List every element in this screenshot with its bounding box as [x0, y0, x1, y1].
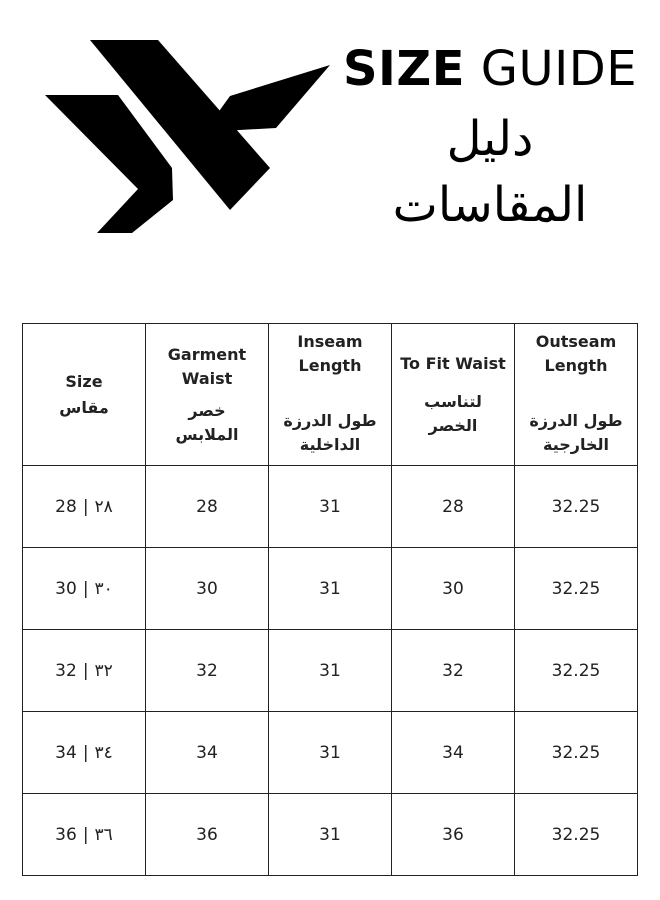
table-row	[23, 794, 638, 876]
size-cell	[23, 712, 146, 794]
table-row	[23, 712, 638, 794]
header-size-en: Size	[65, 371, 103, 391]
header-outseam-length-en: Outseam Length	[535, 332, 617, 375]
size-cell	[23, 794, 146, 876]
size-table	[22, 323, 638, 876]
inseam-cell: 31	[269, 466, 392, 548]
outseam-cell: 32.25	[515, 630, 638, 712]
fit-waist-cell: 28	[392, 466, 515, 548]
header-size	[23, 324, 146, 466]
fit-waist-cell: 32	[392, 630, 515, 712]
header-inseam-length-en: Inseam Length	[297, 332, 363, 375]
header-to-fit-waist-ar: لتناسب الخصر	[424, 391, 482, 435]
logo-right-stroke	[204, 65, 330, 132]
header-to-fit-waist	[392, 324, 515, 466]
size-en: 28	[55, 496, 77, 517]
table-row	[23, 630, 638, 712]
size-cell	[23, 548, 146, 630]
fit-waist-cell: 34	[392, 712, 515, 794]
header-garment-waist	[146, 324, 269, 466]
fit-waist-cell: 36	[392, 794, 515, 876]
header-to-fit-waist-en: To Fit Waist	[400, 353, 506, 373]
header-outseam-length-ar: طول الدرزة الخارجية	[529, 411, 623, 454]
size-ar: ٣٠	[94, 578, 113, 599]
title-light: GUIDE	[480, 41, 638, 97]
inseam-cell: 31	[269, 548, 392, 630]
size-ar: ٣٢	[94, 660, 113, 681]
size-ar: ٢٨	[94, 496, 113, 517]
inseam-cell: 31	[269, 712, 392, 794]
size-separator: |	[82, 824, 89, 845]
size-separator: |	[82, 660, 89, 681]
size-cell	[23, 466, 146, 548]
size-ar: ٣٦	[94, 824, 113, 845]
page-title-arabic-line-2: المقاسات	[392, 177, 588, 233]
outseam-cell: 32.25	[515, 712, 638, 794]
garment-waist-cell: 28	[146, 466, 269, 548]
outseam-cell: 32.25	[515, 794, 638, 876]
brand-logo	[40, 40, 330, 240]
size-en: 30	[55, 578, 77, 599]
outseam-cell: 32.25	[515, 466, 638, 548]
outseam-cell: 32.25	[515, 548, 638, 630]
table-header-row	[23, 324, 638, 466]
size-ar: ٣٤	[94, 742, 113, 763]
title-bold: SIZE	[342, 41, 465, 97]
title-block	[340, 38, 640, 238]
size-separator: |	[82, 578, 89, 599]
garment-waist-cell: 34	[146, 712, 269, 794]
size-separator: |	[82, 742, 89, 763]
size-en: 34	[55, 742, 77, 763]
page-title	[340, 38, 640, 100]
page-title-arabic-line-1: دليل	[446, 111, 534, 167]
size-separator: |	[82, 496, 89, 517]
inseam-cell: 31	[269, 630, 392, 712]
size-en: 32	[55, 660, 77, 681]
garment-waist-cell: 36	[146, 794, 269, 876]
fit-waist-cell: 30	[392, 548, 515, 630]
size-cell	[23, 630, 146, 712]
inseam-cell: 31	[269, 794, 392, 876]
garment-waist-cell: 30	[146, 548, 269, 630]
header-outseam-length	[515, 324, 638, 466]
size-en: 36	[55, 824, 77, 845]
header-garment-waist-en: Garment Waist	[167, 344, 247, 388]
header-inseam-length-ar: طول الدرزة الداخلية	[283, 411, 377, 454]
header-inseam-length	[269, 324, 392, 466]
table-row	[23, 466, 638, 548]
header-garment-waist-ar: خصر الملابس	[175, 400, 239, 444]
garment-waist-cell: 32	[146, 630, 269, 712]
table-row	[23, 548, 638, 630]
header-size-ar: مقاس	[59, 397, 109, 417]
